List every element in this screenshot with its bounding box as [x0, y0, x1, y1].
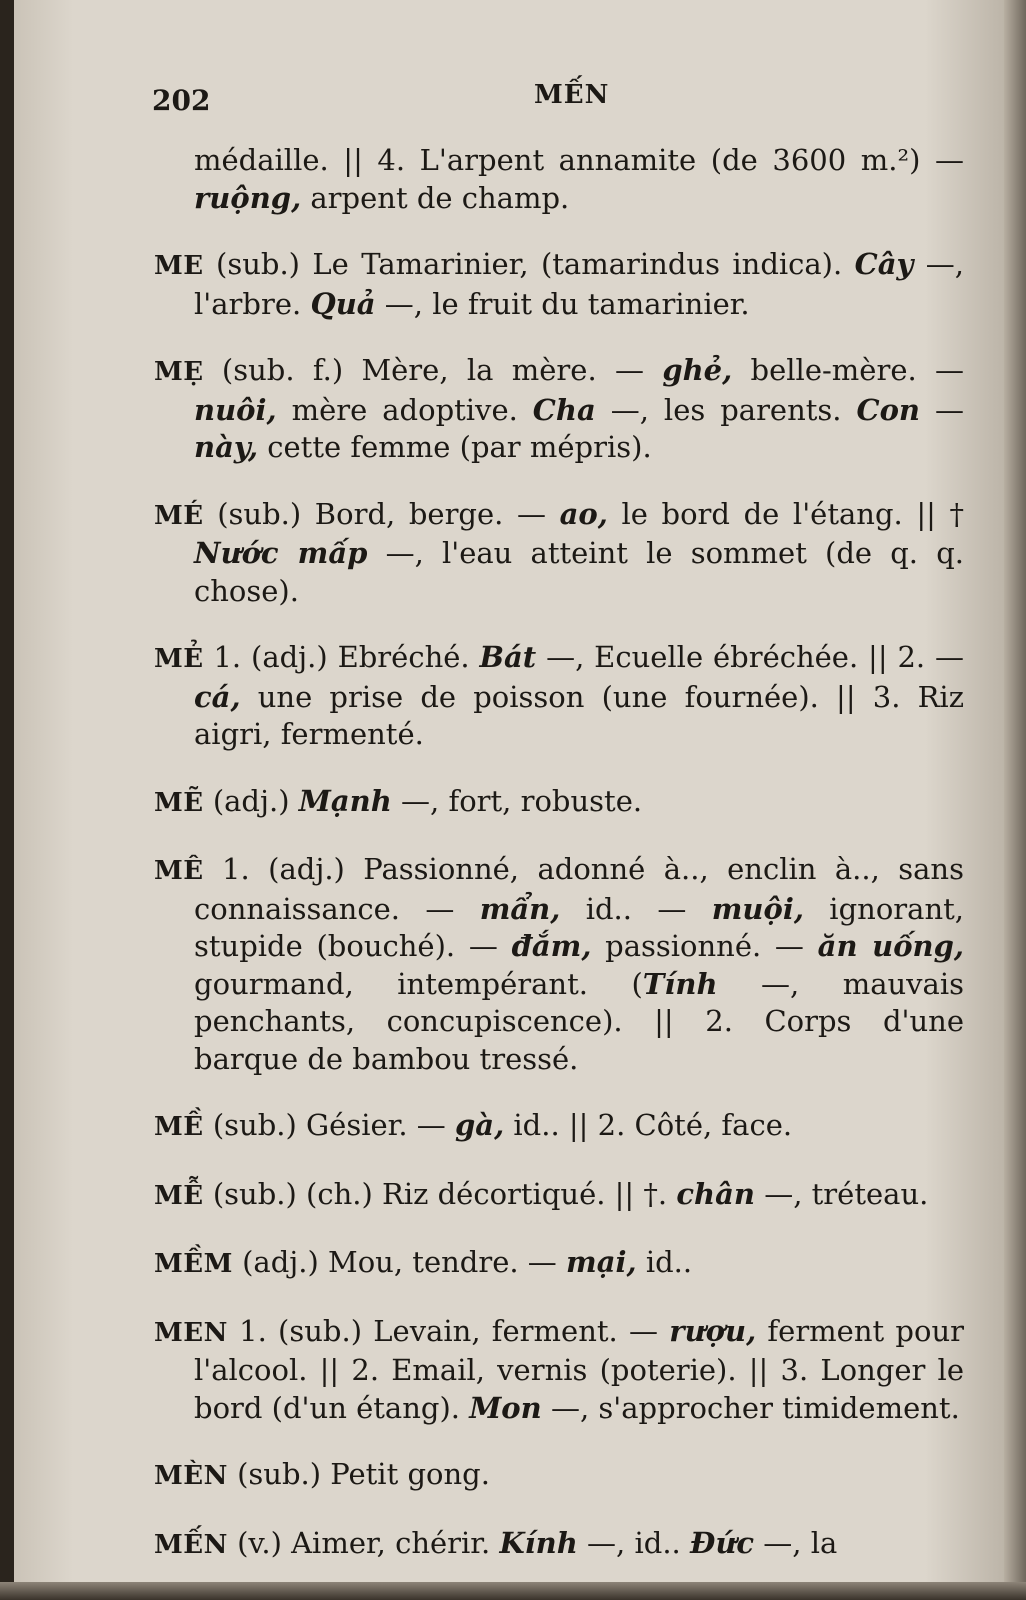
- dictionary-entry: MẺ 1. (adj.) Ebréché. Bát —, Ecuelle ébréchée. || 2. — cá, une prise de poisson (une fournée). || 3. Riz aigri, fermenté.: [154, 640, 964, 751]
- dictionary-entry: MẾN (v.) Aimer, chérir. Kính —, id.. Đức —, la: [154, 1525, 838, 1560]
- headword: MEN: [154, 1317, 228, 1348]
- page-bottom-edge: [0, 1582, 1026, 1600]
- page-number: 202: [152, 84, 211, 117]
- headword: MỀ: [154, 1112, 204, 1142]
- dictionary-entry: MỀM (adj.) Mou, tendre. — mại, id..: [154, 1245, 693, 1279]
- dictionary-entry: MẼ (adj.) Mạnh —, fort, robuste.: [154, 783, 643, 818]
- dictionary-entry: MỄ (sub.) (ch.) Riz décortiqué. || †. chân —, tréteau.: [154, 1176, 929, 1211]
- page-header: [14, 80, 1004, 124]
- headword: MÊ: [154, 856, 204, 886]
- dictionary-entry-continued: médaille. || 4. L'arpent annamite (de 3600 m.²) — ruộng, arpent de champ.: [194, 143, 964, 215]
- dictionary-entry: MÉ (sub.) Bord, berge. — ao, le bord de l'étang. || † Nước mấp —, l'eau atteint le sommet (de q. q. chose).: [154, 496, 964, 608]
- headword: MỀM: [154, 1249, 233, 1279]
- book-spine-edge: [1004, 0, 1026, 1600]
- dictionary-entry: ME (sub.) Le Tamarinier, (tamarindus indica). Cây —, l'arbre. Quả —, le fruit du tamarinier.: [154, 247, 965, 321]
- headword: MẾN: [154, 1529, 228, 1560]
- dictionary-entry: MEN 1. (sub.) Levain, ferment. — rượu, ferment pour l'alcool. || 2. Email, vernis (poterie). || 3. Longer le bord (d'un étang). Mon —, s'approcher timidement.: [154, 1313, 964, 1425]
- headword: MẸ: [154, 357, 204, 387]
- headword: ME: [154, 251, 204, 281]
- headword: MỄ: [154, 1180, 204, 1211]
- book-page: [14, 0, 1004, 1590]
- dictionary-entry: MÊ 1. (adj.) Passionné, adonné à.., enclin à.., sans connaissance. — mẩn, id.. — muội, ignorant, stupide (bouché). — đắm, passionné. — ăn uống, gourmand, intempérant. (Tính —, mauvais penchants, concupiscence). || 2. Corps d'une barque de bambou tressé.: [154, 852, 965, 1076]
- dictionary-entry: MỀ (sub.) Gésier. — gà, id.. || 2. Côté, face.: [154, 1108, 793, 1142]
- dictionary-content: [154, 142, 964, 1575]
- dictionary-entry: MÈN (sub.) Petit gong.: [154, 1457, 490, 1491]
- dictionary-entry: MẸ (sub. f.) Mère, la mère. — ghẻ, belle-mère. — nuôi, mère adoptive. Cha —, les parents. Con — này, cette femme (par mépris).: [154, 353, 965, 464]
- running-head: MẾN: [534, 80, 610, 110]
- headword: MÈN: [154, 1461, 228, 1491]
- headword: MẺ: [154, 644, 204, 674]
- headword: MÉ: [154, 500, 204, 531]
- headword: MẼ: [154, 787, 204, 818]
